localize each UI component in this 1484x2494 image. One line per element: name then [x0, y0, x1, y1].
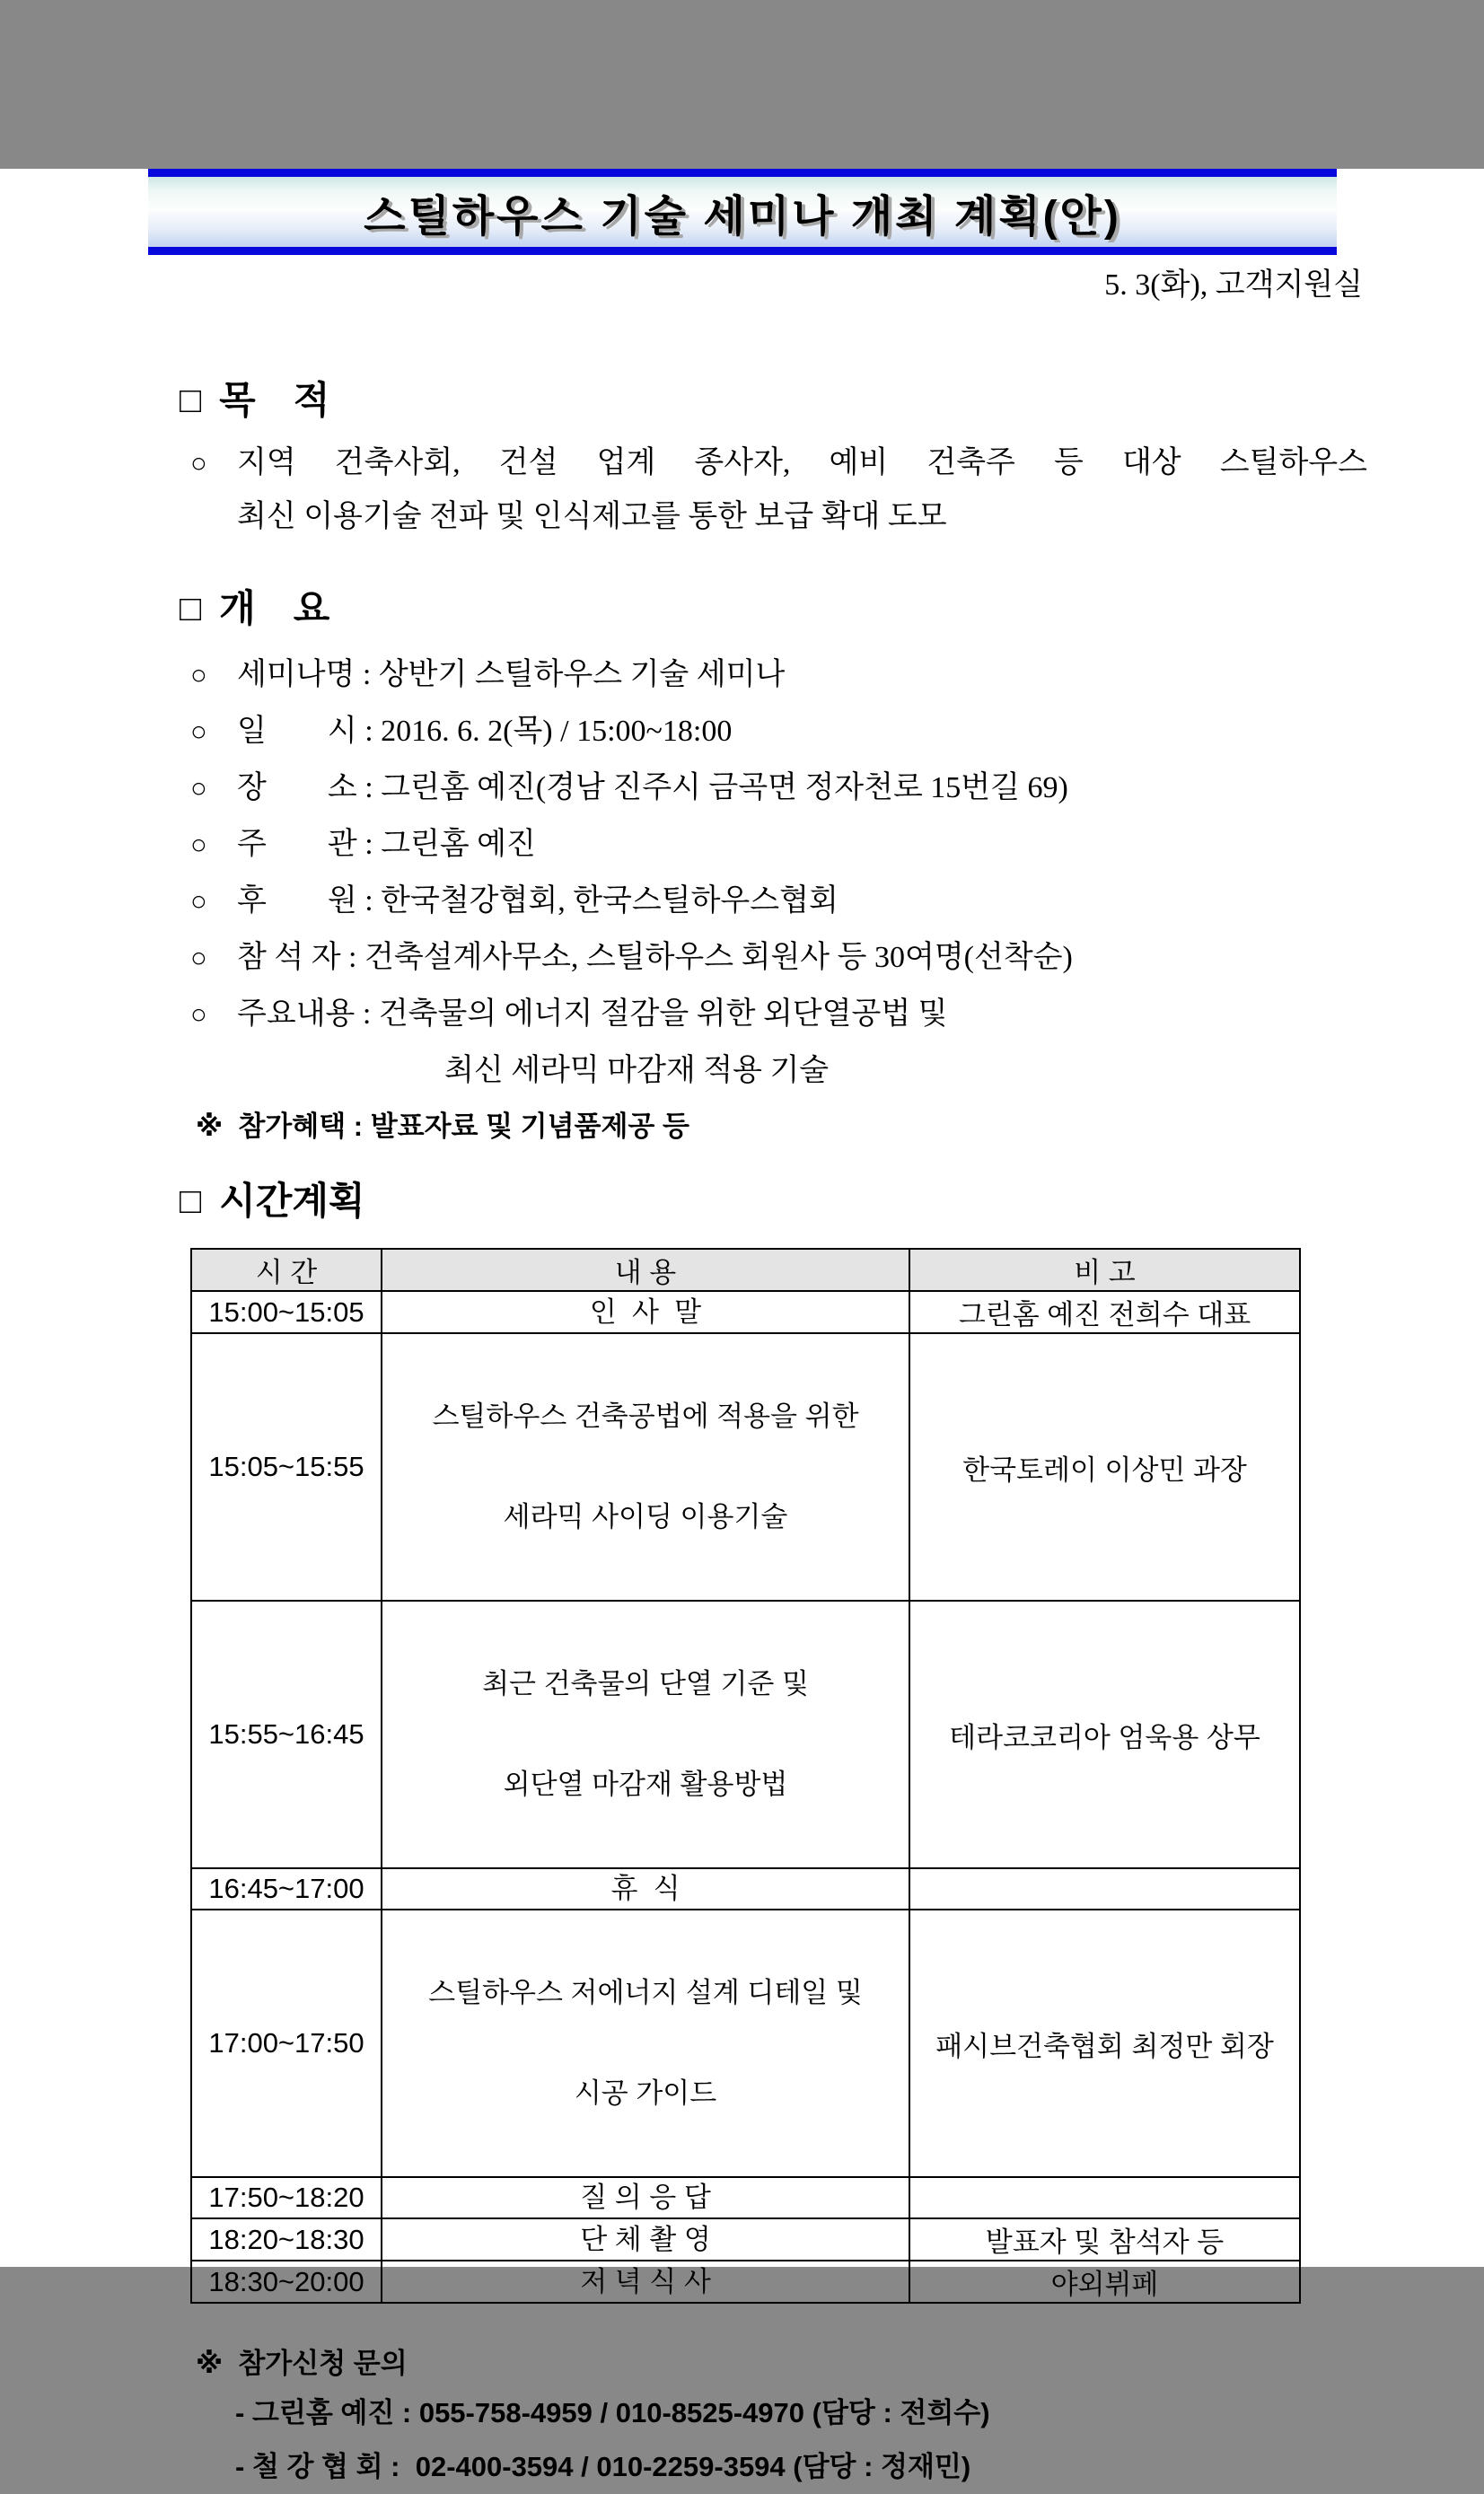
cell-note: 그린홈 예진 전희수 대표: [909, 1291, 1300, 1333]
overview-value: 상반기 스틸하우스 기술 세미나: [378, 658, 786, 691]
participation-benefit-note: ※ 참가혜택 : 발표자료 및 기념품제공 등: [196, 1111, 689, 1142]
cell-note: 한국토레이 이상민 과장: [909, 1333, 1300, 1601]
content-line: 최근 건축물의 단열 기준 및: [482, 1668, 809, 1699]
content-line: 단 체 촬 영: [580, 2223, 711, 2255]
overview-value: 그린홈 예진(경남 진주시 금곡면 정자천로 15번길 69): [381, 771, 1068, 804]
overview-main-content-line-2: 최신 세라믹 마감재 적용 기술: [444, 1054, 830, 1087]
date-department-line: 5. 3(화), 고객지원실: [1104, 268, 1363, 302]
cell-note: [909, 1868, 1300, 1910]
column-header-time: 시 간: [191, 1249, 382, 1291]
overview-label: 주 관 :: [237, 828, 382, 861]
overview-heading-label: 개 요: [219, 587, 330, 629]
purpose-heading: [180, 377, 1367, 424]
column-header-note: 비 고: [909, 1249, 1300, 1291]
overview-item-seminar-name: [180, 646, 1367, 703]
overview-label: 주요내용 :: [237, 997, 379, 1031]
cell-note: 테라코코리아 엄욱용 상무: [909, 1601, 1300, 1868]
content-line: 스틸하우스 저에너지 설계 디테일 및: [428, 1977, 863, 2008]
table-row: [191, 1291, 1300, 1333]
table-row: [191, 2218, 1300, 2261]
cell-time: 18:20~18:30: [191, 2218, 382, 2261]
overview-label: 장 소 :: [237, 771, 382, 804]
cell-time: 17:50~18:20: [191, 2177, 382, 2218]
overview-value: 건축물의 에너지 절감을 위한 외단열공법 및: [378, 997, 948, 1031]
content-line: 세라믹 사이딩 이용기술: [503, 1501, 788, 1532]
overview-value: 그린홈 예진: [381, 828, 536, 861]
cell-time: 18:30~20:00: [191, 2261, 382, 2303]
overview-label: 일 시 :: [237, 715, 382, 748]
purpose-line-1: 지역 건축사회, 건설 업계 종사자, 예비 건축주 등 대상 스틸하우스: [237, 446, 1367, 479]
circle-bullet-icon: ○: [190, 998, 207, 1030]
schedule-table: [190, 1248, 1301, 2304]
square-marker-icon: □: [180, 589, 202, 628]
contact-heading: ※ 참가신청 문의: [196, 2348, 408, 2379]
purpose-heading-label: 목 적: [219, 379, 330, 421]
schedule-heading: [180, 1178, 1367, 1225]
purpose-text: [237, 436, 1367, 544]
cell-time: 16:45~17:00: [191, 1868, 382, 1910]
table-row: [191, 1868, 1300, 1910]
section-schedule: [0, 1178, 1484, 1225]
overview-label: 세미나명 :: [237, 658, 379, 691]
overview-list: [180, 646, 1367, 1099]
section-overview: [0, 585, 1484, 1149]
column-header-content: 내 용: [382, 1249, 909, 1291]
content-line: 저 녁 식 사: [580, 2265, 711, 2297]
cell-note: 패시브건축협회 최정만 회장: [909, 1910, 1300, 2177]
contact-greenhome: - 그린홈 예진 : 055-758-4959 / 010-8525-4970 (담당 : 전희수): [235, 2397, 990, 2428]
table-row: [191, 1601, 1300, 1868]
cell-content: [382, 1291, 909, 1333]
contact-steel-association: - 철 강 협 회 : 02-400-3594 / 010-2259-3594 (담당 : 정재민): [235, 2451, 971, 2482]
overview-item-main-content: [180, 986, 1367, 1042]
overview-item-attendees: [180, 929, 1367, 986]
overview-item-venue: [180, 760, 1367, 816]
content-line: 질 의 응 답: [580, 2182, 711, 2213]
overview-value: 한국철강협회, 한국스틸하우스협회: [381, 884, 839, 918]
content-line: 스틸하우스 건축공법에 적용을 위한: [432, 1401, 859, 1432]
overview-label: 참 석 자 :: [237, 941, 364, 974]
circle-bullet-icon: ○: [190, 447, 207, 479]
cell-note: 야외뷔페: [909, 2261, 1300, 2303]
overview-value: 건축설계사무소, 스틸하우스 회원사 등 30여명(선착순): [364, 941, 1073, 974]
table-row: [191, 2261, 1300, 2303]
purpose-item: [180, 436, 1367, 544]
purpose-line-2: 최신 이용기술 전파 및 인식제고를 통한 보급 확대 도모: [237, 500, 947, 533]
cell-content: [382, 2261, 909, 2303]
table-row: [191, 1910, 1300, 2177]
title-banner: [148, 169, 1337, 255]
circle-bullet-icon: ○: [190, 772, 207, 804]
overview-item-host: [180, 816, 1367, 873]
overview-item-sponsor: [180, 873, 1367, 929]
content-line: 휴 식: [610, 1873, 681, 1904]
circle-bullet-icon: ○: [190, 829, 207, 860]
section-contact: [0, 2341, 1484, 2494]
cell-content: [382, 2218, 909, 2261]
circle-bullet-icon: ○: [190, 885, 207, 917]
table-row: [191, 2177, 1300, 2218]
overview-heading: [180, 585, 1367, 632]
cell-note: [909, 2177, 1300, 2218]
overview-value: 2016. 6. 2(목) / 15:00~18:00: [381, 715, 733, 748]
document-title: 스틸하우스 기술 세미나 개최 계획(안): [364, 192, 1121, 241]
circle-bullet-icon: ○: [190, 716, 207, 747]
cell-time: 15:55~16:45: [191, 1601, 382, 1868]
cell-content: [382, 1601, 909, 1868]
cell-time: 17:00~17:50: [191, 1910, 382, 2177]
cell-note: 발표자 및 참석자 등: [909, 2218, 1300, 2261]
square-marker-icon: □: [180, 381, 202, 420]
content-line: 외단열 마감재 활용방법: [503, 1769, 788, 1800]
cell-content: [382, 1910, 909, 2177]
cell-content: [382, 1333, 909, 1601]
table-row: [191, 1333, 1300, 1601]
schedule-header-row: [191, 1249, 1300, 1291]
document-page: [0, 169, 1484, 2482]
overview-item-datetime: [180, 703, 1367, 760]
cell-content: [382, 1868, 909, 1910]
schedule-heading-label: 시간계획: [219, 1180, 365, 1222]
square-marker-icon: □: [180, 1181, 202, 1221]
circle-bullet-icon: ○: [190, 942, 207, 973]
content-line: 인 사 말: [589, 1295, 702, 1328]
circle-bullet-icon: ○: [190, 659, 207, 690]
section-purpose: [0, 377, 1484, 544]
cell-content: [382, 2177, 909, 2218]
overview-label: 후 원 :: [237, 884, 382, 918]
cell-time: 15:05~15:55: [191, 1333, 382, 1601]
cell-time: 15:00~15:05: [191, 1291, 382, 1333]
content-line: 시공 가이드: [574, 2077, 717, 2109]
